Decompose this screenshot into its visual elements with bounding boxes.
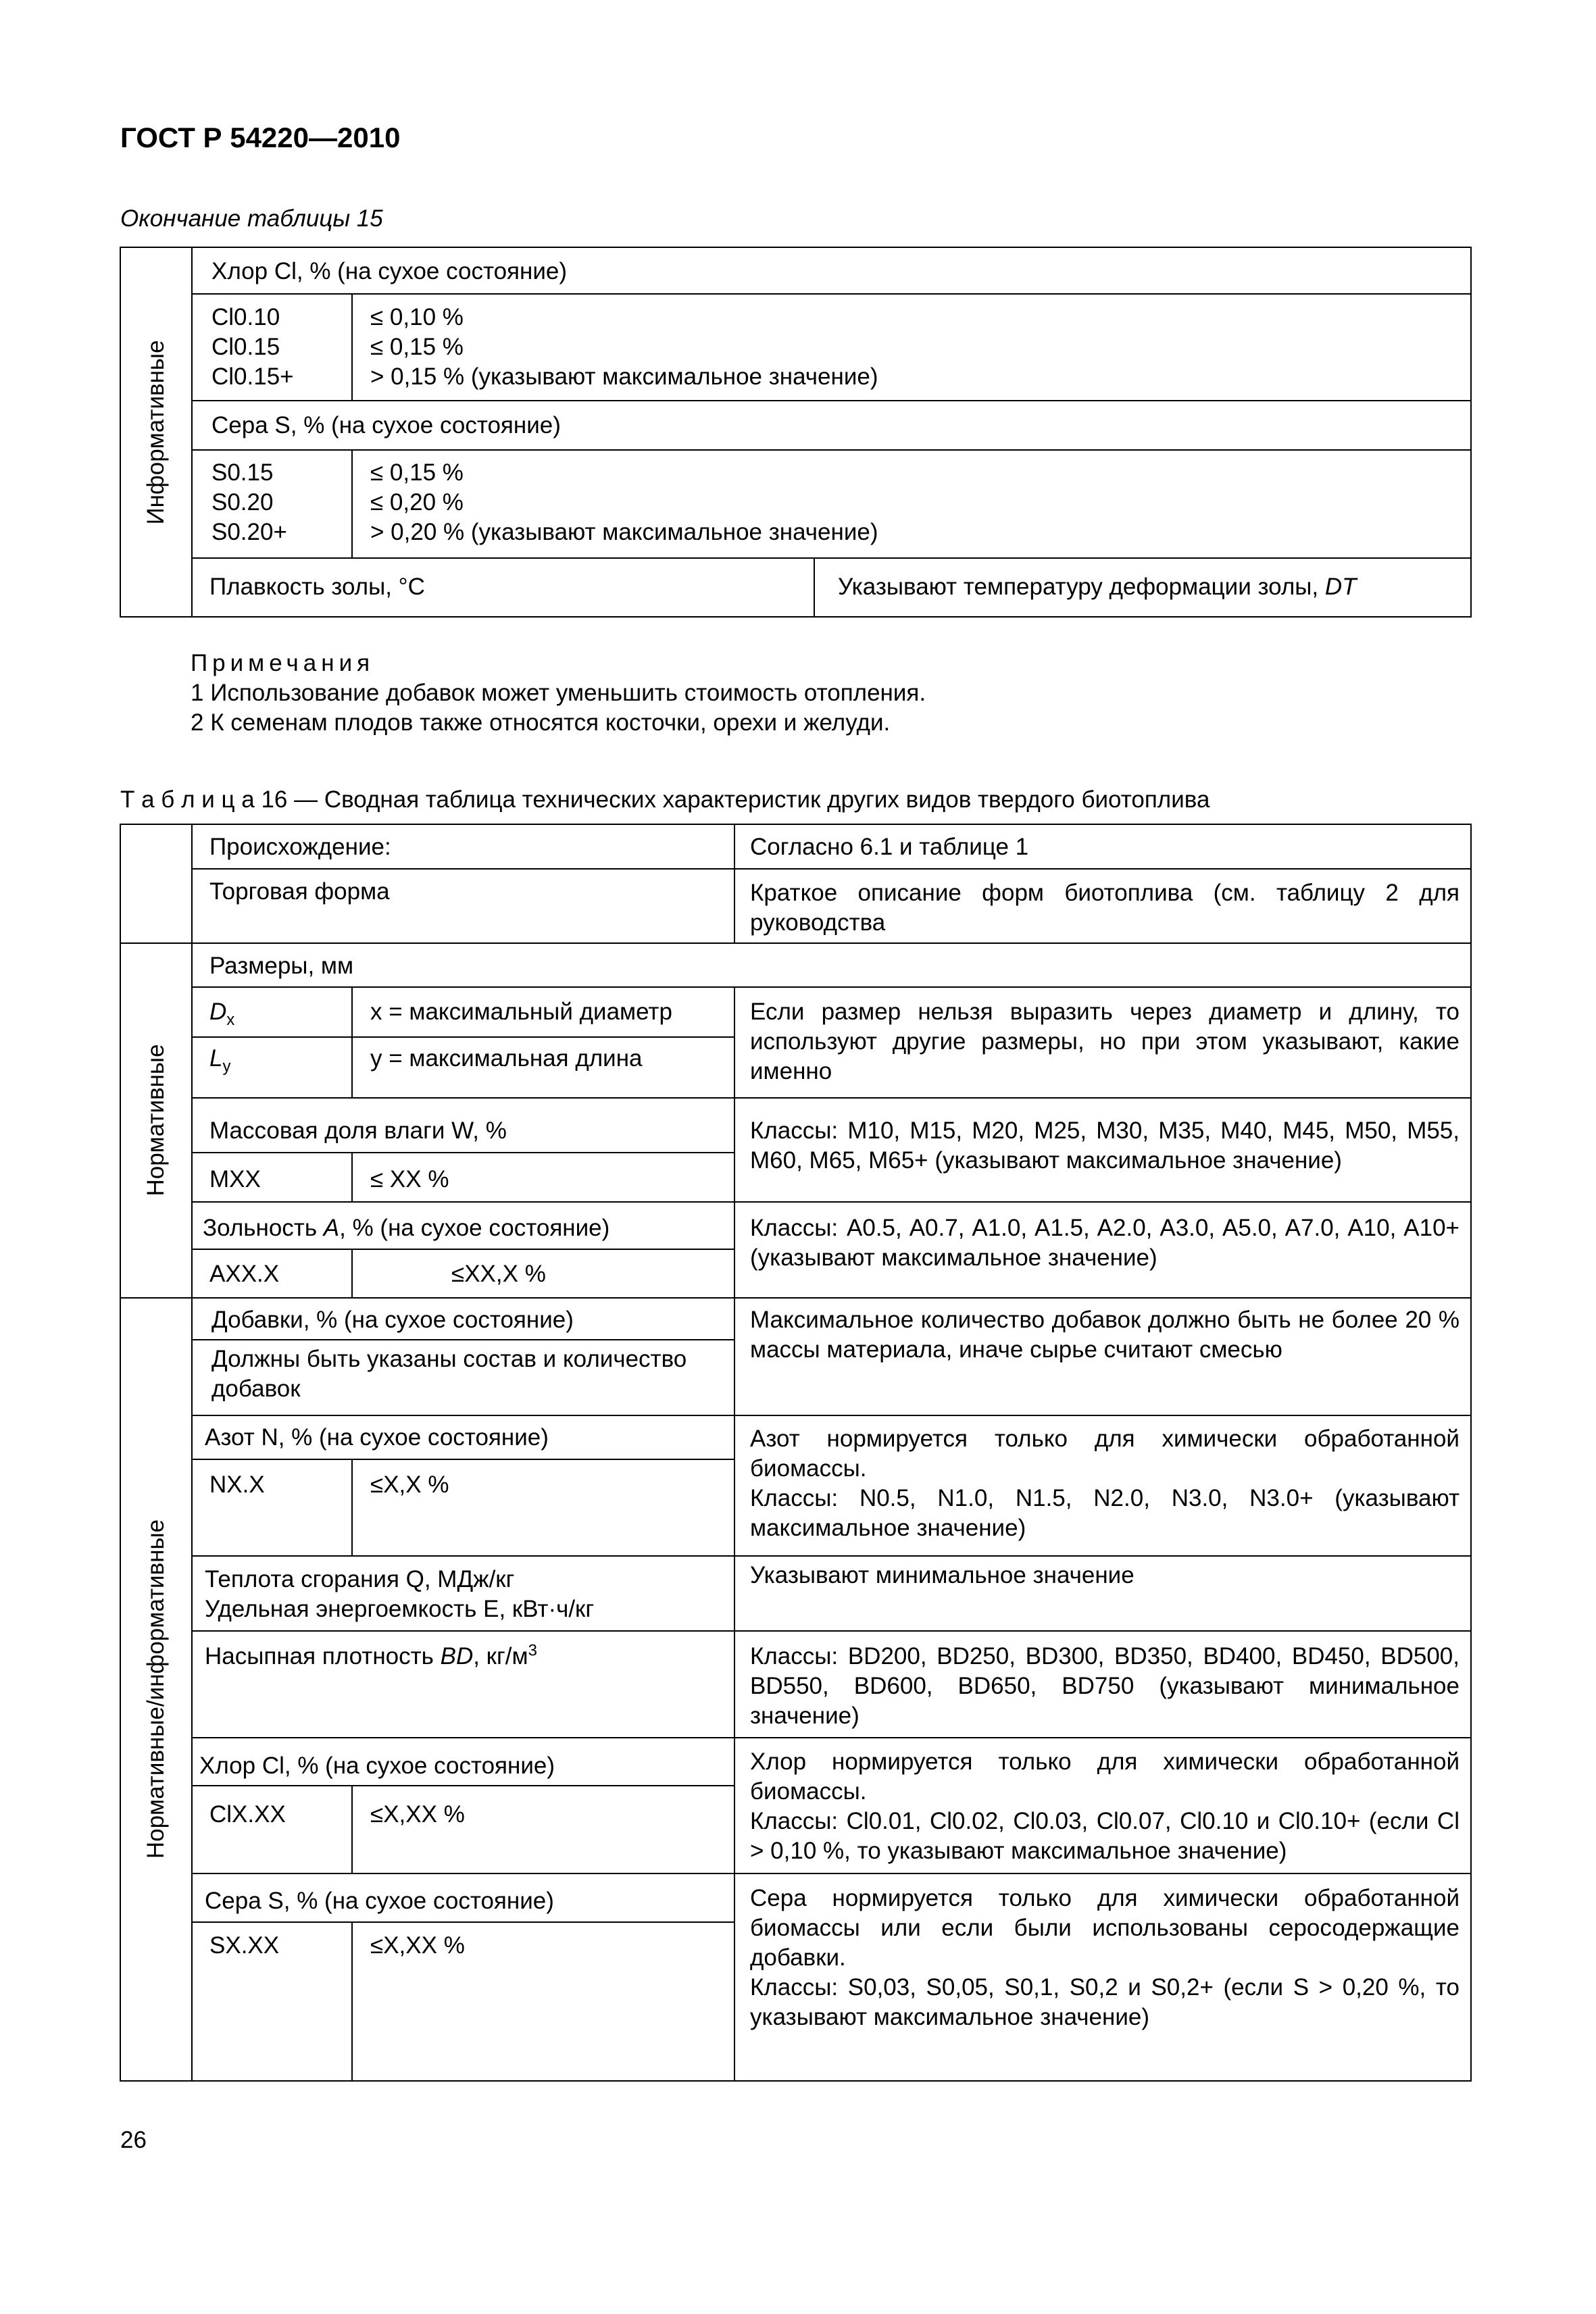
additives-sub: Должны быть указаны состав и количество добавок — [211, 1346, 687, 1402]
t15-cl-code: Cl0.15+ — [211, 363, 294, 390]
table16-caption: Т а б л и ц а 16 — Сводная таблица технических характеристик других видов твердого биотоплива — [120, 786, 1210, 813]
t15-chlorine-values — [370, 303, 878, 392]
nitrogen-value: ≤X,X % — [370, 1472, 449, 1498]
table15-caption: Окончание таблицы 15 — [120, 205, 383, 232]
t15-s-value: > 0,20 % (указывают максимальное значение) — [370, 519, 878, 545]
heat-note: Указывают минимальное значение — [750, 1562, 1134, 1588]
t15-chlorine-codes — [211, 303, 294, 392]
notes-title: Примечания — [191, 650, 375, 676]
size-dx-desc: x = максимальный диаметр — [370, 999, 672, 1025]
t15-s-code: S0.20 — [211, 489, 274, 515]
density-title: Насыпная плотность BD, $кг/м^3$ — [205, 1641, 537, 1669]
chlorine-value: ≤X,XX % — [370, 1801, 465, 1828]
moisture-classes: Классы: M10, M15, M20, M25, M30, M35, M40, M45, M50, M55, M60, M65, M65+ (указывают максимальное значение) — [750, 1117, 1460, 1174]
moisture-value: ≤ XX % — [370, 1166, 449, 1192]
t15-chlorine-title: Хлор Cl, % (на сухое состояние) — [211, 258, 568, 284]
heat-line2: Удельная энергоемкость E, кВт·ч/кг — [205, 1596, 595, 1622]
t15-cl-value: ≤ 0,10 % — [370, 304, 464, 330]
t15-s-code: S0.15 — [211, 459, 274, 486]
chlorine-code: ClX.XX — [209, 1801, 286, 1828]
t15-sulfur-codes — [211, 458, 287, 547]
note-item: 2 К семенам плодов также относятся косточки, орехи и желуди. — [191, 709, 891, 736]
t15-fusibility-label: Плавкость золы, °С — [209, 574, 425, 600]
t15-s-value: ≤ 0,20 % — [370, 489, 464, 515]
document-header: ГОСТ Р 54220—2010 — [120, 122, 401, 153]
chlorine-title: Хлор Cl, % (на сухое состояние) — [199, 1753, 555, 1779]
moisture-code: MXX — [209, 1166, 261, 1192]
size-ly-symbol: $L_y$ — [209, 1045, 231, 1076]
t15-cl-code: Cl0.10 — [211, 304, 280, 330]
sulfur-note-line: Сера нормируется только для химически обработанной биомассы или если были использованы серосодержащие добавки. — [750, 1885, 1460, 1971]
nitrogen-note-line: Азот нормируется только для химически обработанной биомассы. — [750, 1426, 1460, 1482]
ash-code: AXX.X — [209, 1261, 280, 1287]
table16-side-normative: Нормативные — [143, 1044, 169, 1197]
chlorine-classes: Классы: Cl0.01, Cl0.02, Cl0.03, Cl0.07, Cl0.10 и Cl0.10+ (если Cl > 0,10 %, то указывают максимальное значение) — [750, 1808, 1460, 1864]
ash-title: Зольность A, % (на сухое состояние) — [203, 1215, 610, 1241]
ash-value: ≤XX,X % — [451, 1261, 546, 1287]
page-number: 26 — [120, 2127, 147, 2153]
additives-title: Добавки, % (на сухое состояние) — [211, 1307, 574, 1333]
t15-s-code: S0.20+ — [211, 519, 287, 545]
ash-classes: Классы: A0.5, A0.7, A1.0, A1.5, A2.0, A3.0, A5.0, A7.0, A10, A10+ (указывают максимальное значение) — [750, 1215, 1460, 1271]
t15-fusibility-value: Указывают температуру деформации золы, DT — [838, 574, 1357, 600]
nitrogen-code: NX.X — [209, 1472, 265, 1498]
t15-s-value: ≤ 0,15 % — [370, 459, 464, 486]
size-ly-desc: y = максимальная длина — [370, 1045, 643, 1072]
origin-value: Согласно 6.1 и таблице 1 — [750, 834, 1029, 860]
sulfur-classes: Классы: S0,03, S0,05, S0,1, S0,2 и S0,2+ (если S > 0,20 %, то указывают максимальное значение) — [750, 1974, 1460, 2030]
nitrogen-note — [750, 1424, 1460, 1543]
nitrogen-classes: Классы: N0.5, N1.0, N1.5, N2.0, N3.0, N3.0+ (указывают максимальное значение) — [750, 1485, 1460, 1541]
sulfur-value: ≤X,XX % — [370, 1932, 465, 1959]
trade-form-value: Краткое описание форм биотоплива (см. таблицу 2 для руководства — [750, 880, 1460, 936]
t15-sulfur-values — [370, 458, 878, 547]
sulfur-code: SX.XX — [209, 1932, 280, 1959]
table15-side-label: Информативные — [143, 340, 169, 525]
sulfur-title: Сера S, % (на сухое состояние) — [205, 1888, 554, 1914]
trade-form-label: Торговая форма — [209, 878, 390, 905]
moisture-title: Массовая доля влаги W, % — [209, 1117, 507, 1144]
size-dx-symbol: $D_x$ — [209, 999, 235, 1029]
sizes-title: Размеры, мм — [209, 953, 354, 979]
chlorine-note-line: Хлор нормируется только для химически обработанной биомассы. — [750, 1749, 1460, 1805]
sulfur-note — [750, 1884, 1460, 2032]
heat-line1: Теплота сгорания Q, МДж/кг — [205, 1566, 515, 1592]
t15-cl-code: Cl0.15 — [211, 334, 280, 360]
table16-side-norm-inf: Нормативные/информативные — [143, 1519, 169, 1859]
nitrogen-title: Азот N, % (на сухое состояние) — [205, 1424, 549, 1451]
sizes-note: Если размер нельзя выразить через диаметр и длину, то используют другие размеры, но при этом указывают, какие именно — [750, 999, 1460, 1084]
note-item: 1 Использование добавок может уменьшить стоимость отопления. — [191, 680, 926, 706]
chlorine-note — [750, 1747, 1460, 1866]
density-classes: Классы: BD200, BD250, BD300, BD350, BD400, BD450, BD500, BD550, BD600, BD650, BD750 (указывают минимальное значение) — [750, 1643, 1460, 1729]
t15-sulfur-title: Сера S, % (на сухое состояние) — [211, 412, 561, 438]
notes — [191, 649, 926, 738]
additives-note: Максимальное количество добавок должно быть не более 20 % массы материала, иначе сырье считают смесью — [750, 1307, 1460, 1363]
origin-label: Происхождение: — [209, 834, 391, 860]
t15-cl-value: > 0,15 % (указывают максимальное значение) — [370, 363, 878, 390]
t15-cl-value: ≤ 0,15 % — [370, 334, 464, 360]
